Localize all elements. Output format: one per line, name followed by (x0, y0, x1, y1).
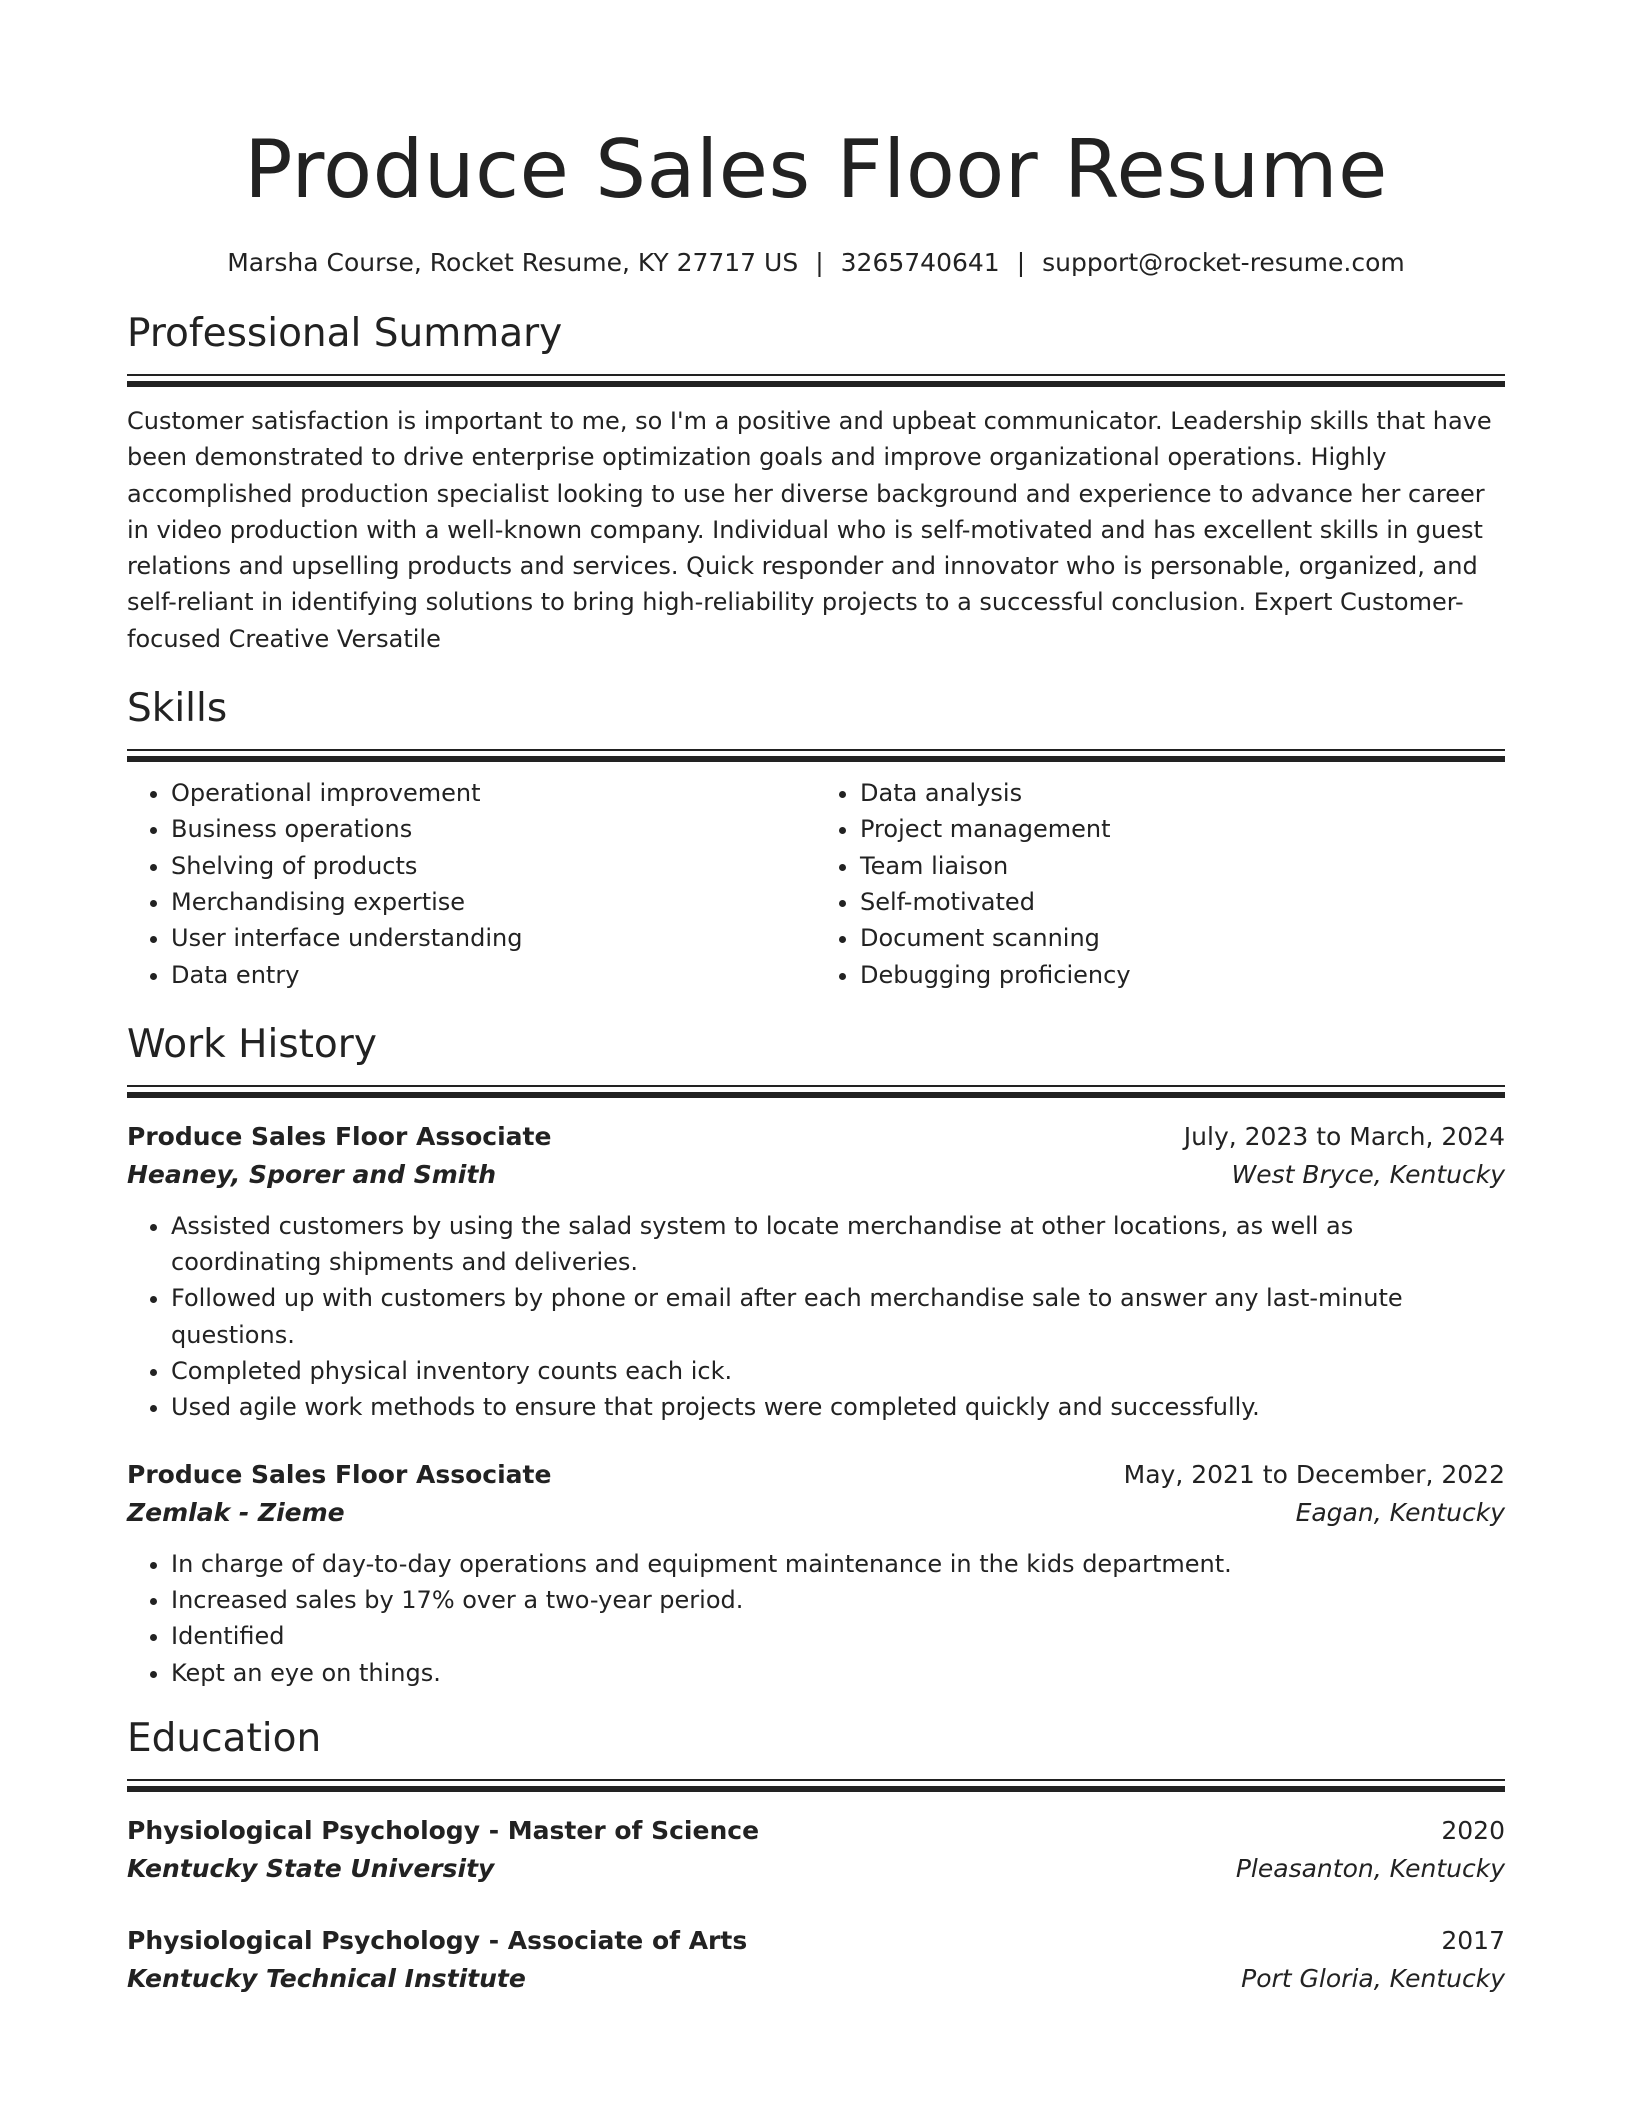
section-rule (127, 374, 1505, 387)
edu-school: Kentucky Technical Institute (127, 1963, 526, 1993)
skill-item: • Project management (860, 811, 1505, 847)
job-entry (127, 1118, 1505, 1426)
skills-heading: Skills (127, 686, 228, 732)
skills-section (127, 683, 1505, 993)
job-title: Produce Sales Floor Associate (127, 1459, 552, 1489)
contact-separator: | (1016, 248, 1026, 277)
job-bullet: • Increased sales by 17% over a two-year period. (171, 1582, 1505, 1618)
summary-text: Customer satisfaction is important to me, so I'm a positive and upbeat communicator. Leadership skills that have been demonstrated to drive enterprise optimization goals and improve organizational operations. Highly accomplished production specialist looking to use her diverse background and experience to advance her career in video production with a well-known company. Individual who is self-motivated and has excellent skills in guest relations and upselling products and services. Quick responder and innovator who is personable, organized, and self-reliant in identifying solutions to bring high-reliability projects to a successful conclusion. Expert Customer-focused Creative Versatile (127, 407, 1492, 653)
contact-separator: | (815, 248, 824, 277)
job-title: Produce Sales Floor Associate (127, 1121, 552, 1151)
work-section (127, 1019, 1505, 1691)
skill-item: • Shelving of products (171, 848, 816, 884)
skills-columns (127, 775, 1505, 993)
contact-address: Marsha Course, Rocket Resume, KY 27717 US (227, 248, 799, 277)
edu-degree: Physiological Psychology - Master of Science (127, 1815, 760, 1845)
skill-item: • Merchandising expertise (171, 884, 816, 920)
job-location: West Bryce, Kentucky (1231, 1159, 1505, 1189)
skill-item: • Document scanning (860, 920, 1505, 956)
summary-heading: Professional Summary (127, 311, 563, 356)
skill-item: • Data entry (171, 957, 816, 993)
job-bullet: • Used agile work methods to ensure that projects were completed quickly and successfully. (171, 1389, 1505, 1425)
skills-list-right (816, 775, 1505, 993)
job-bullets (127, 1546, 1505, 1691)
job-bullet: • Followed up with customers by phone or email after each merchandise sale to answer any last-minute questions. (171, 1280, 1505, 1353)
job-bullets (127, 1208, 1505, 1426)
contact-line (127, 246, 1505, 280)
job-dates: July, 2023 to March, 2024 (1183, 1121, 1505, 1151)
skill-item: • User interface understanding (171, 920, 816, 956)
job-bullet: • Completed physical inventory counts each ick. (171, 1353, 1505, 1389)
edu-location: Pleasanton, Kentucky (1235, 1853, 1505, 1883)
job-company: Heaney, Sporer and Smith (127, 1159, 497, 1189)
job-company: Zemlak - Zieme (127, 1497, 345, 1527)
edu-school: Kentucky State University (127, 1853, 495, 1883)
edu-year: 2020 (1441, 1815, 1505, 1845)
education-section (127, 1713, 1505, 1998)
section-rule (127, 749, 1505, 762)
section-rule (127, 1085, 1505, 1098)
skill-item: • Team liaison (860, 848, 1505, 884)
job-bullet: • Identified (171, 1618, 1505, 1654)
skill-item: • Self-motivated (860, 884, 1505, 920)
job-location: Eagan, Kentucky (1295, 1497, 1505, 1527)
skill-item: • Data analysis (860, 775, 1505, 811)
resume-title: Produce Sales Floor Resume (244, 123, 1388, 216)
education-entry (127, 1812, 1505, 1888)
edu-location: Port Gloria, Kentucky (1241, 1963, 1505, 1993)
edu-degree: Physiological Psychology - Associate of Arts (127, 1925, 748, 1955)
job-bullet: • Assisted customers by using the salad system to locate merchandise at other locations, as well as coordinating shipments and deliveries. (171, 1208, 1505, 1281)
skill-item: • Debugging proficiency (860, 957, 1505, 993)
education-heading: Education (127, 1715, 322, 1761)
work-heading: Work History (127, 1021, 377, 1067)
section-rule (127, 1779, 1505, 1792)
skills-list-left (127, 775, 816, 993)
job-entry (127, 1456, 1505, 1691)
skill-item: • Operational improvement (171, 775, 816, 811)
edu-year: 2017 (1441, 1925, 1505, 1955)
education-entry (127, 1922, 1505, 1998)
job-dates: May, 2021 to December, 2022 (1123, 1459, 1505, 1489)
job-bullet: • Kept an eye on things. (171, 1655, 1505, 1691)
skill-item: • Business operations (171, 811, 816, 847)
summary-section (127, 308, 1505, 657)
contact-email: support@rocket-resume.com (1042, 248, 1405, 277)
job-bullet: • In charge of day-to-day operations and equipment maintenance in the kids department. (171, 1546, 1505, 1582)
contact-phone: 3265740641 (840, 248, 1000, 277)
